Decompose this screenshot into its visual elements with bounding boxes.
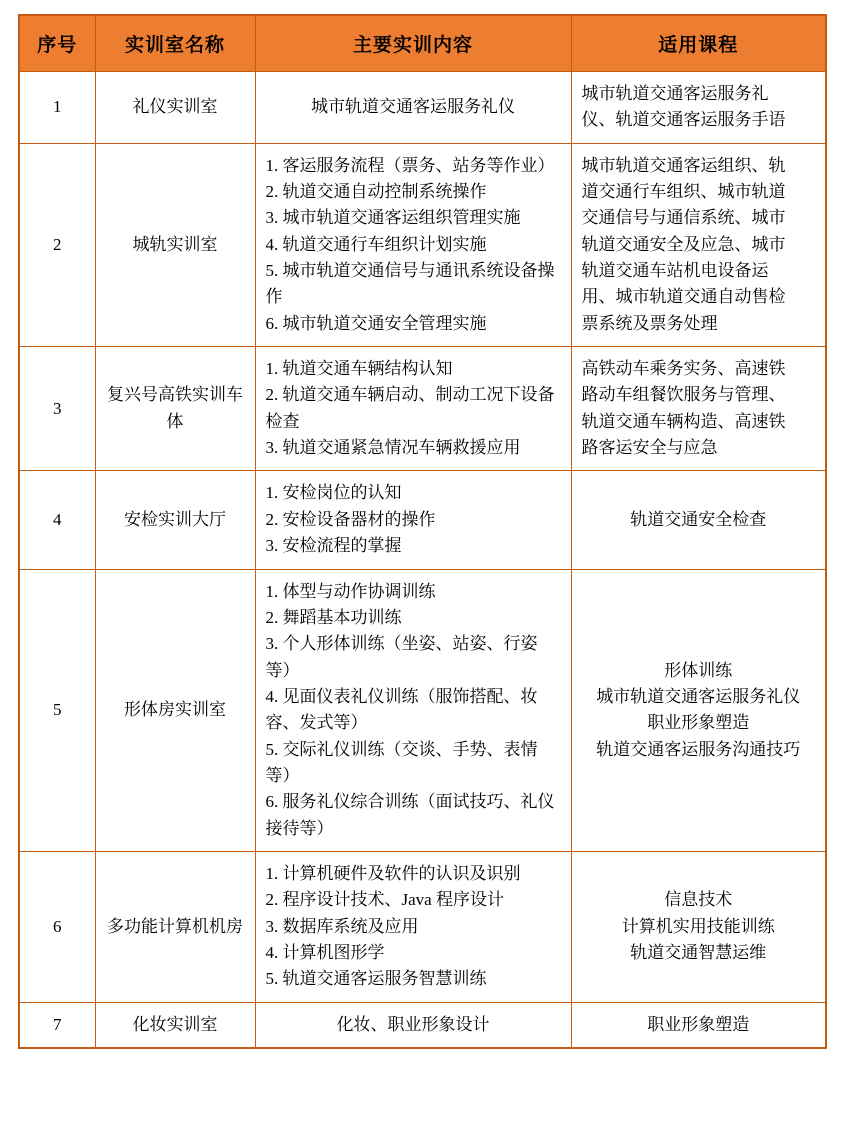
course-line: 轨道交通安全检查 (630, 509, 767, 529)
cell-no: 2 (19, 143, 95, 346)
content-line: 3. 数据库系统及应用 (265, 916, 419, 936)
table-row (19, 347, 826, 471)
course-line: 用、城市轨道交通自动售检 (581, 287, 786, 307)
course-lines (582, 1012, 816, 1038)
content-line: 3. 轨道交通紧急情况车辆救援应用 (265, 438, 521, 458)
content-line: 2. 舞蹈基本功训练 (265, 607, 402, 627)
cell-applicable-courses (571, 851, 826, 1002)
column-header-no: 序号 (19, 15, 95, 72)
table-header (19, 15, 826, 72)
cell-lab-name: 化妆实训室 (95, 1002, 255, 1048)
content-line: 5. 轨道交通客运服务智慧训练 (265, 969, 487, 989)
cell-no: 7 (19, 1002, 95, 1048)
table-row (19, 143, 826, 346)
course-lines (582, 507, 816, 533)
content-line: 城市轨道交通客运服务礼仪 (311, 97, 515, 117)
cell-lab-name: 礼仪实训室 (95, 72, 255, 144)
content-line: 1. 体型与动作协调训练 (265, 581, 436, 601)
cell-main-content (255, 143, 571, 346)
content-line: 3. 安检流程的掌握 (265, 536, 402, 556)
content-lines (266, 861, 561, 993)
content-line: 6. 城市轨道交通安全管理实施 (265, 313, 487, 333)
content-line: 4. 见面仪表礼仪训练（服饰搭配、妆容、发式等） (265, 686, 538, 733)
course-lines (582, 153, 816, 337)
content-lines (266, 579, 561, 842)
content-lines (266, 153, 561, 337)
content-line: 5. 城市轨道交通信号与通讯系统设备操作 (265, 261, 555, 307)
course-line: 票系统及票务处理 (581, 313, 718, 333)
content-line: 1. 轨道交通车辆结构认知 (265, 359, 453, 379)
course-lines (582, 356, 816, 461)
content-line: 2. 轨道交通自动控制系统操作 (265, 182, 487, 202)
course-line: 轨道交通安全及应急、城市 (581, 234, 786, 254)
course-line: 交通信号与通信系统、城市 (581, 208, 786, 228)
cell-applicable-courses (571, 569, 826, 851)
course-line: 信息技术 (664, 890, 733, 910)
training-lab-table (18, 14, 827, 1049)
cell-lab-name: 安检实训大厅 (95, 471, 255, 569)
course-line: 计算机实用技能训练 (621, 916, 775, 936)
course-line: 高铁动车乘务实务、高速铁 (581, 359, 786, 379)
cell-main-content (255, 1002, 571, 1048)
course-lines (582, 658, 816, 763)
table-row (19, 471, 826, 569)
content-line: 6. 服务礼仪综合训练（面试技巧、礼仪接待等） (265, 792, 555, 838)
cell-applicable-courses (571, 471, 826, 569)
column-header-main-content: 主要实训内容 (255, 15, 571, 72)
content-line: 2. 轨道交通车辆启动、制动工况下设备检查 (265, 385, 555, 431)
content-line: 5. 交际礼仪训练（交谈、手势、表情等） (265, 739, 538, 785)
cell-main-content (255, 851, 571, 1002)
table-body (19, 72, 826, 1049)
content-line: 2. 程序设计技术、Java 程序设计 (265, 890, 504, 910)
content-line: 3. 城市轨道交通客运组织管理实施 (265, 208, 521, 228)
cell-lab-name: 多功能计算机机房 (95, 851, 255, 1002)
cell-main-content (255, 569, 571, 851)
content-lines (266, 480, 561, 559)
cell-no: 4 (19, 471, 95, 569)
content-line: 4. 计算机图形学 (265, 942, 385, 962)
content-lines (266, 1012, 561, 1038)
cell-no: 5 (19, 569, 95, 851)
content-line: 1. 计算机硬件及软件的认识及识别 (265, 863, 521, 883)
content-line: 化妆、职业形象设计 (336, 1014, 490, 1034)
course-lines (582, 81, 816, 134)
course-line: 路动车组餐饮服务与管理、 (581, 385, 786, 405)
column-header-lab-name: 实训室名称 (95, 15, 255, 72)
course-line: 形体训练 (664, 660, 733, 680)
course-line: 轨道交通车辆构造、高速铁 (581, 411, 786, 431)
content-line: 2. 安检设备器材的操作 (265, 509, 436, 529)
course-line: 轨道交通车站机电设备运 (581, 261, 769, 281)
content-line: 4. 轨道交通行车组织计划实施 (265, 234, 487, 254)
course-line: 道交通行车组织、城市轨道 (581, 182, 786, 202)
table-row (19, 851, 826, 1002)
content-lines (266, 94, 561, 120)
cell-no: 3 (19, 347, 95, 471)
cell-lab-name: 复兴号高铁实训车体 (95, 347, 255, 471)
content-lines (266, 356, 561, 461)
course-lines (582, 887, 816, 966)
cell-main-content (255, 72, 571, 144)
course-line: 轨道交通智慧运维 (630, 942, 767, 962)
cell-main-content (255, 471, 571, 569)
table-row (19, 569, 826, 851)
cell-lab-name: 形体房实训室 (95, 569, 255, 851)
cell-main-content (255, 347, 571, 471)
cell-applicable-courses (571, 1002, 826, 1048)
cell-no: 1 (19, 72, 95, 144)
course-line: 城市轨道交通客运服务礼 (581, 84, 769, 103)
table-row (19, 72, 826, 144)
column-header-applicable-courses: 适用课程 (571, 15, 826, 72)
content-line: 1. 客运服务流程（票务、站务等作业） (265, 155, 555, 175)
course-line: 城市轨道交通客运服务礼仪 (596, 686, 801, 706)
course-line: 轨道交通客运服务沟通技巧 (596, 739, 801, 759)
cell-applicable-courses (571, 347, 826, 471)
course-line: 职业形象塑造 (647, 713, 750, 733)
course-line: 路客运安全与应急 (581, 438, 718, 458)
course-line: 职业形象塑造 (647, 1014, 750, 1034)
table-header-row (19, 15, 826, 72)
content-line: 3. 个人形体训练（坐姿、站姿、行姿等） (265, 634, 538, 680)
content-line: 1. 安检岗位的认知 (265, 483, 402, 503)
cell-lab-name: 城轨实训室 (95, 143, 255, 346)
table-row (19, 1002, 826, 1048)
course-line: 城市轨道交通客运组织、轨 (581, 155, 786, 175)
cell-applicable-courses (571, 143, 826, 346)
course-line: 仪、轨道交通客运服务手语 (581, 110, 786, 130)
cell-applicable-courses (571, 72, 826, 144)
cell-no: 6 (19, 851, 95, 1002)
